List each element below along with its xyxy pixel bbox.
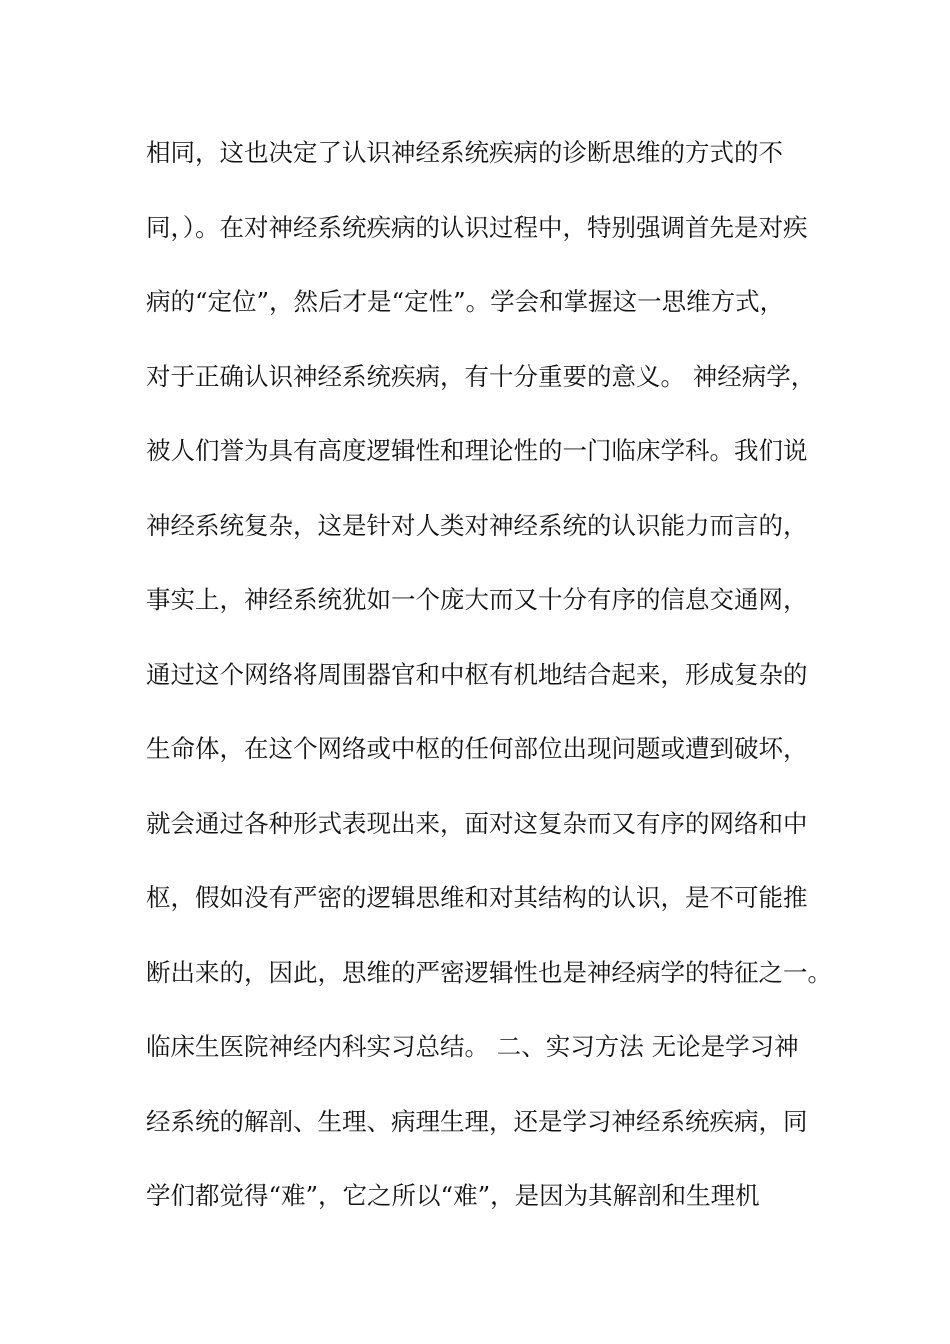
text-line: 同，）。在对神经系统疾病的认识过程中，特别强调首先是对疾 <box>146 212 808 242</box>
text-line: 神经系统复杂，这是针对人类对神经系统的认识能力而言的， <box>146 510 808 540</box>
body-text <box>146 131 836 1249</box>
text-line: 通过这个网络将周围器官和中枢有机地结合起来，形成复杂的 <box>146 659 808 689</box>
text-line: 相同，这也决定了认识神经系统疾病的诊断思维的方式的不 <box>146 138 783 167</box>
text-line: 枢，假如没有严密的逻辑思维和对其结构的认识，是不可能推 <box>146 883 808 912</box>
text-line: 学们都觉得“难”，它之所以“难”，是因为其解剖和生理机 <box>146 1181 760 1210</box>
text-line: 断出来的，因此，思维的严密逻辑性也是神经病学的特征之一。 <box>146 957 832 987</box>
text-line: 被人们誉为具有高度逻辑性和理论性的一门临床学科。我们说 <box>146 436 808 465</box>
text-line: 经系统的解剖、生理、病理生理，还是学习神经系统疾病，同 <box>146 1106 808 1136</box>
text-line: 事实上，神经系统犹如一个庞大而又十分有序的信息交通网， <box>146 585 808 614</box>
text-line: 临床生医院神经内科实习总结。 二、实习方法 无论是学习神 <box>146 1032 799 1061</box>
text-line: 就会通过各种形式表现出来，面对这复杂而又有序的网络和中 <box>146 808 808 838</box>
text-line: 对于正确认识神经系统疾病，有十分重要的意义。 神经病学， <box>146 361 816 391</box>
text-line: 病的“定位”，然后才是“定性”。学会和掌握这一思维方式， <box>146 287 785 316</box>
text-line: 生命体，在这个网络或中枢的任何部位出现问题或遭到破坏， <box>146 734 808 763</box>
